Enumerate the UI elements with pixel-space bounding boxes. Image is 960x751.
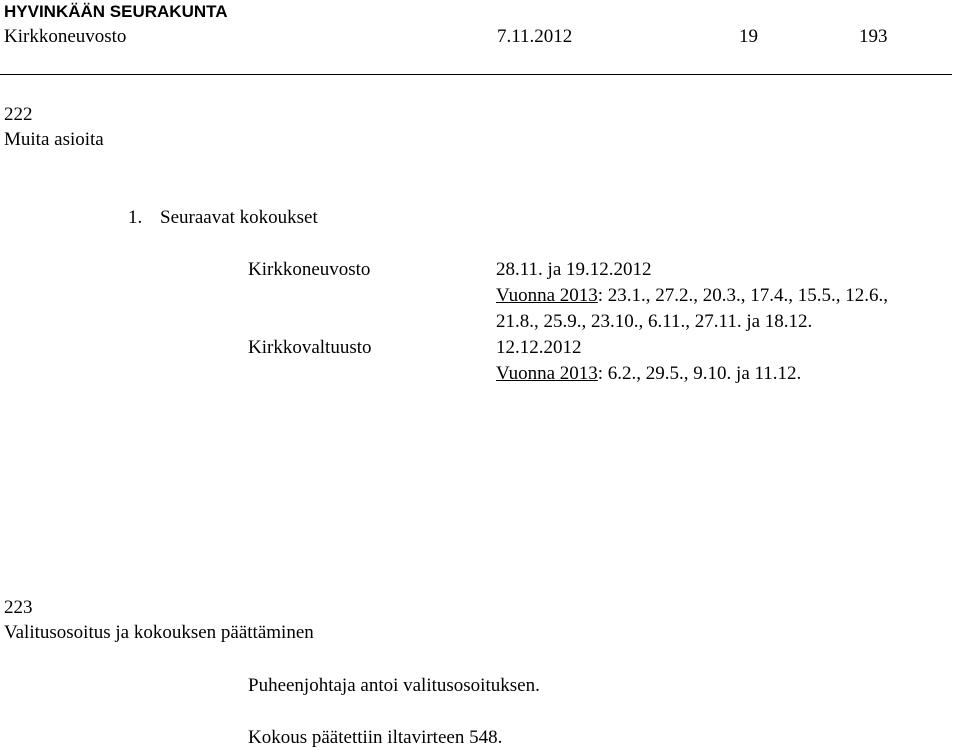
council-year-row — [496, 285, 888, 307]
section-number: 222 — [4, 104, 33, 125]
header-divider — [0, 74, 952, 75]
meeting-body: Kirkkoneuvosto — [4, 26, 127, 47]
assembly-year-dates: : 6.2., 29.5., 9.10. ja 11.12. — [597, 363, 802, 384]
assembly-year-label: Vuonna 2013 — [496, 363, 598, 384]
assembly-year-row — [496, 363, 801, 385]
council-label: Kirkkoneuvosto — [248, 259, 371, 280]
meeting-number: 19 — [739, 26, 758, 47]
council-dates: 28.11. ja 19.12.2012 — [496, 259, 652, 280]
body-text: Puheenjohtaja antoi valitusosoituksen. — [248, 675, 540, 696]
assembly-dates: 12.12.2012 — [496, 337, 582, 358]
section-title: Valitusosoitus ja kokouksen päättäminen — [4, 622, 314, 643]
section-number: 223 — [4, 597, 33, 618]
list-item-title: Seuraavat kokoukset — [160, 207, 318, 228]
section-title: Muita asioita — [4, 129, 104, 150]
council-year-dates-continued: 21.8., 25.9., 23.10., 6.11., 27.11. ja 18.12. — [496, 311, 813, 332]
list-marker: 1. — [128, 207, 143, 228]
page-number: 193 — [859, 26, 888, 47]
meeting-date: 7.11.2012 — [497, 26, 573, 47]
organization-name: HYVINKÄÄN SEURAKUNTA — [4, 2, 228, 21]
council-year-label: Vuonna 2013 — [496, 285, 598, 306]
council-year-dates: : 23.1., 27.2., 20.3., 17.4., 15.5., 12.6., — [597, 285, 889, 306]
assembly-label: Kirkkovaltuusto — [248, 337, 372, 358]
body-text: Kokous päätettiin iltavirteen 548. — [248, 727, 503, 748]
